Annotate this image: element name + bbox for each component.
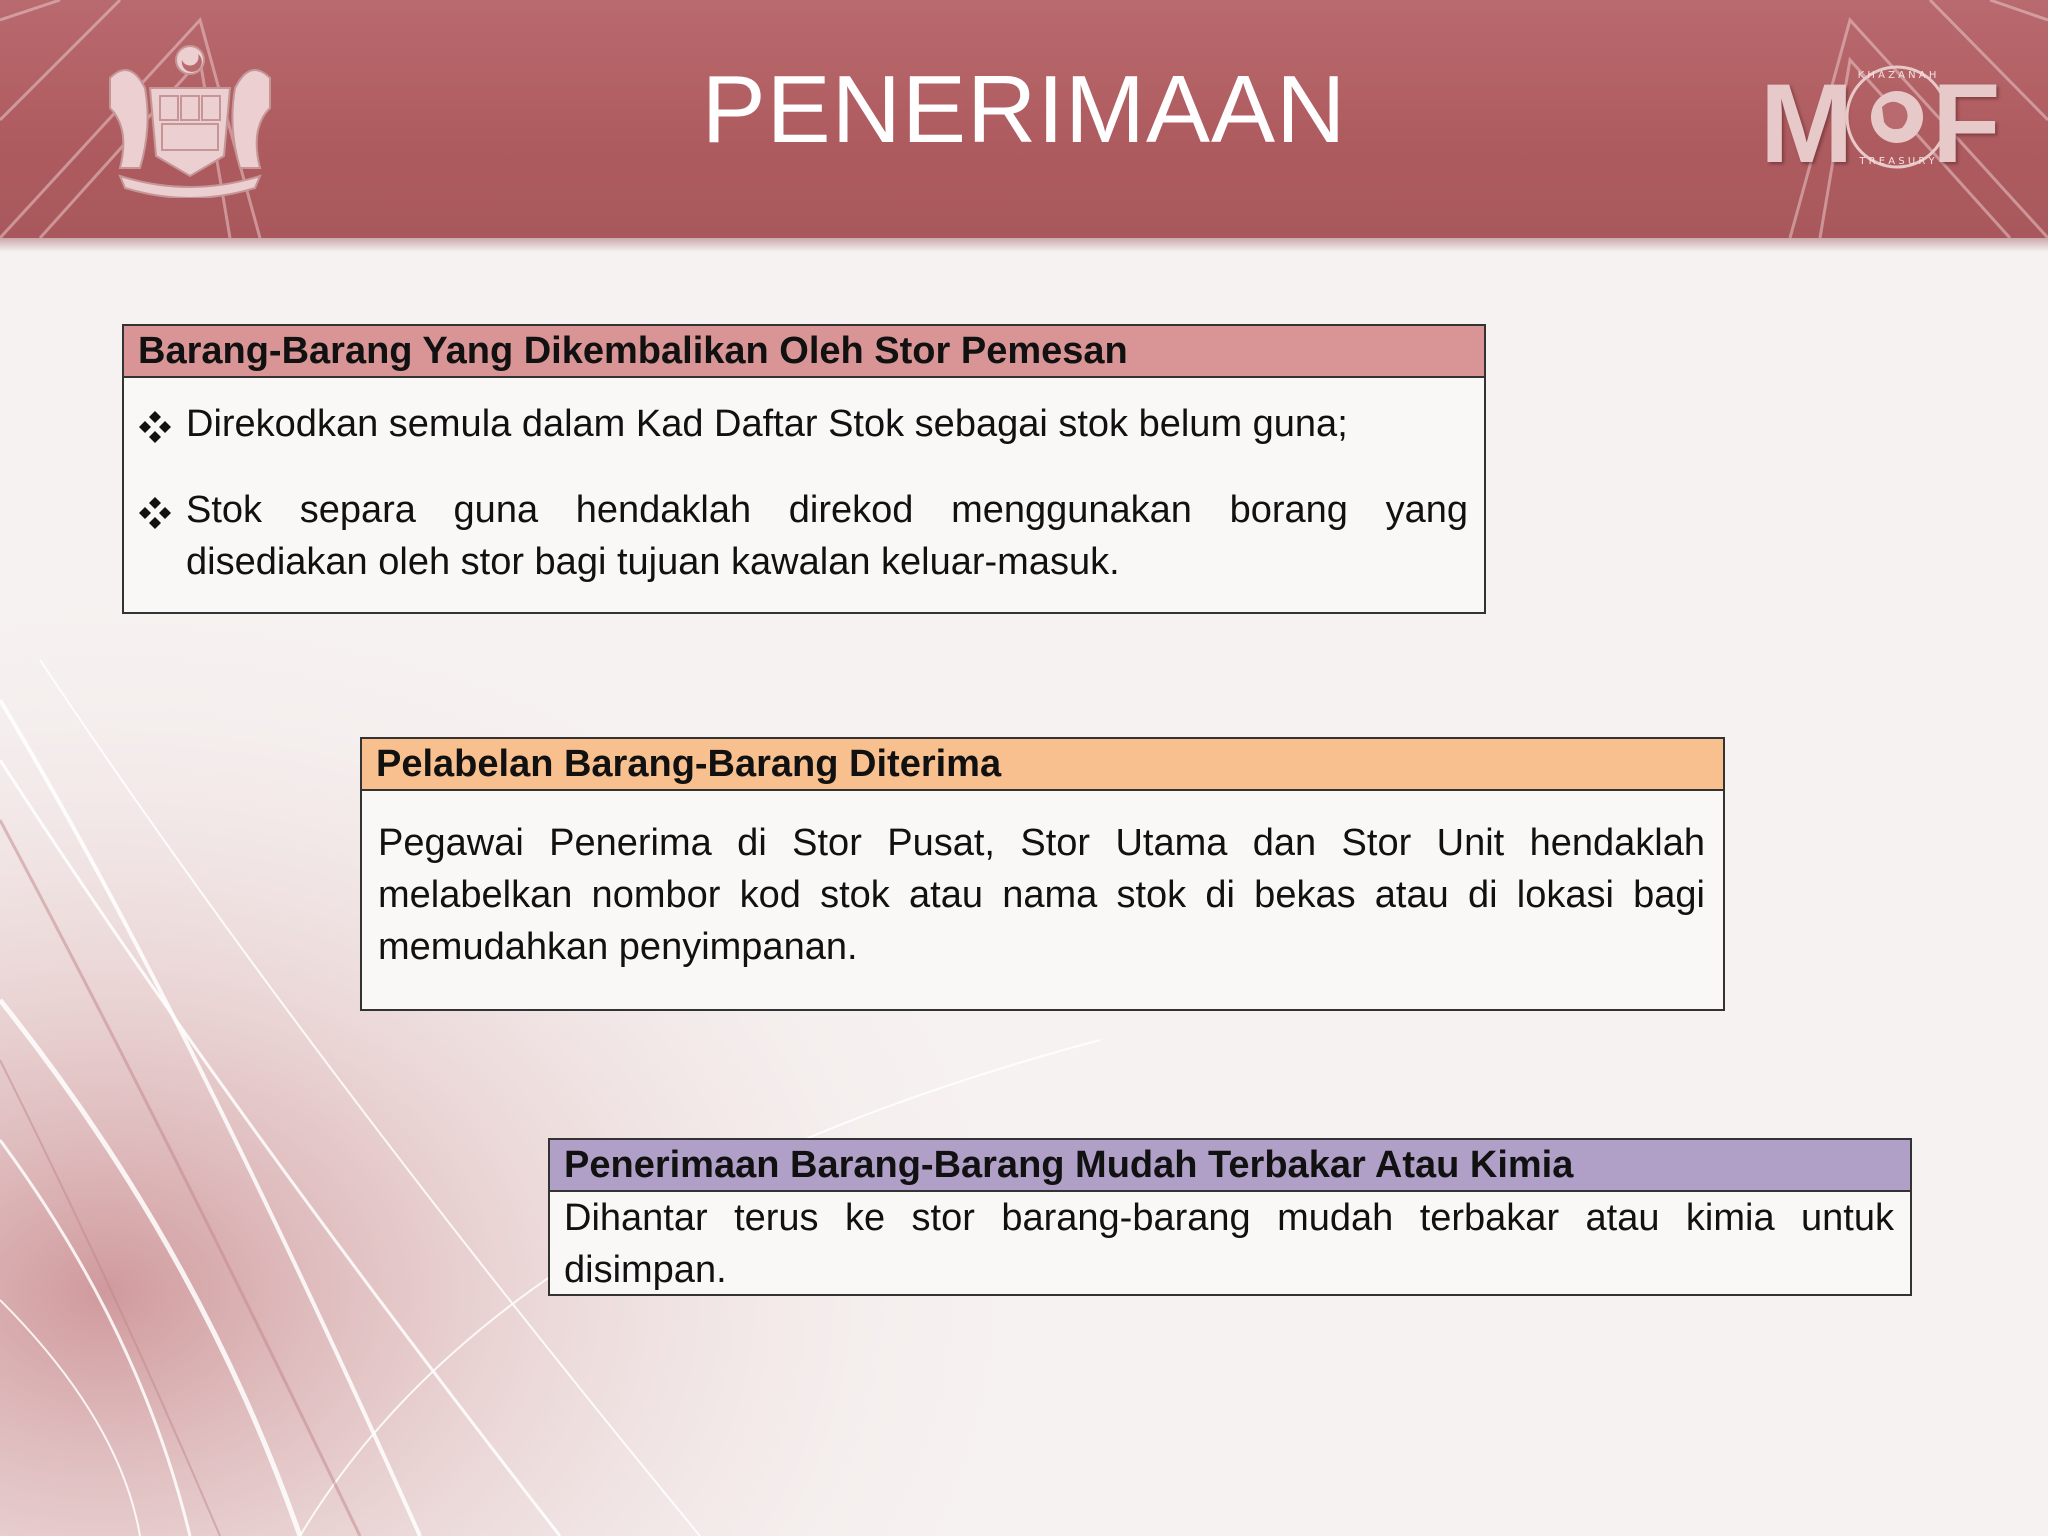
- returned-goods-body: [124, 378, 1484, 588]
- labelling-body: Pegawai Penerima di Stor Pusat, Stor Utama dan Stor Unit hendaklah melabelkan nombor kod stok atau nama stok di bekas atau di lokasi bagi memudahkan penyimpanan.: [378, 822, 1705, 968]
- list-item-text: Direkodkan semula dalam Kad Daftar Stok sebagai stok belum guna;: [186, 403, 1348, 445]
- flammable-goods-body: Dihantar terus ke stor barang-barang mudah terbakar atau kimia untuk disimpan.: [564, 1197, 1894, 1291]
- mof-khazanah-treasury-logo: [1760, 61, 2001, 186]
- labelling-box: [360, 737, 1725, 1011]
- flammable-goods-box: [548, 1138, 1912, 1296]
- svg-text:T R E A S U R Y: T R E A S U R Y: [1859, 156, 1935, 167]
- labelling-heading: Pelabelan Barang-Barang Diterima: [362, 739, 1723, 791]
- list-item: [124, 484, 1484, 588]
- mof-letter-f: F: [1932, 61, 2001, 186]
- list-item-text: Stok separa guna hendaklah direkod menggunakan borang yang disediakan oleh stor bagi tujuan kawalan keluar-masuk.: [186, 489, 1468, 583]
- returned-goods-box: [122, 324, 1486, 614]
- list-item: [124, 398, 1484, 458]
- four-diamond-bullet-icon: [124, 484, 186, 544]
- title-bar-shadow: [0, 238, 2048, 252]
- flammable-goods-heading: Penerimaan Barang-Barang Mudah Terbakar Atau Kimia: [550, 1140, 1910, 1192]
- four-diamond-bullet-icon: [124, 398, 186, 458]
- svg-text:K H A Z A N A H: K H A Z A N A H: [1857, 70, 1937, 81]
- returned-goods-heading: Barang-Barang Yang Dikembalikan Oleh Stor Pemesan: [124, 326, 1484, 378]
- page-title: PENERIMAAN: [701, 56, 1347, 163]
- mof-letter-m: M: [1760, 61, 1854, 186]
